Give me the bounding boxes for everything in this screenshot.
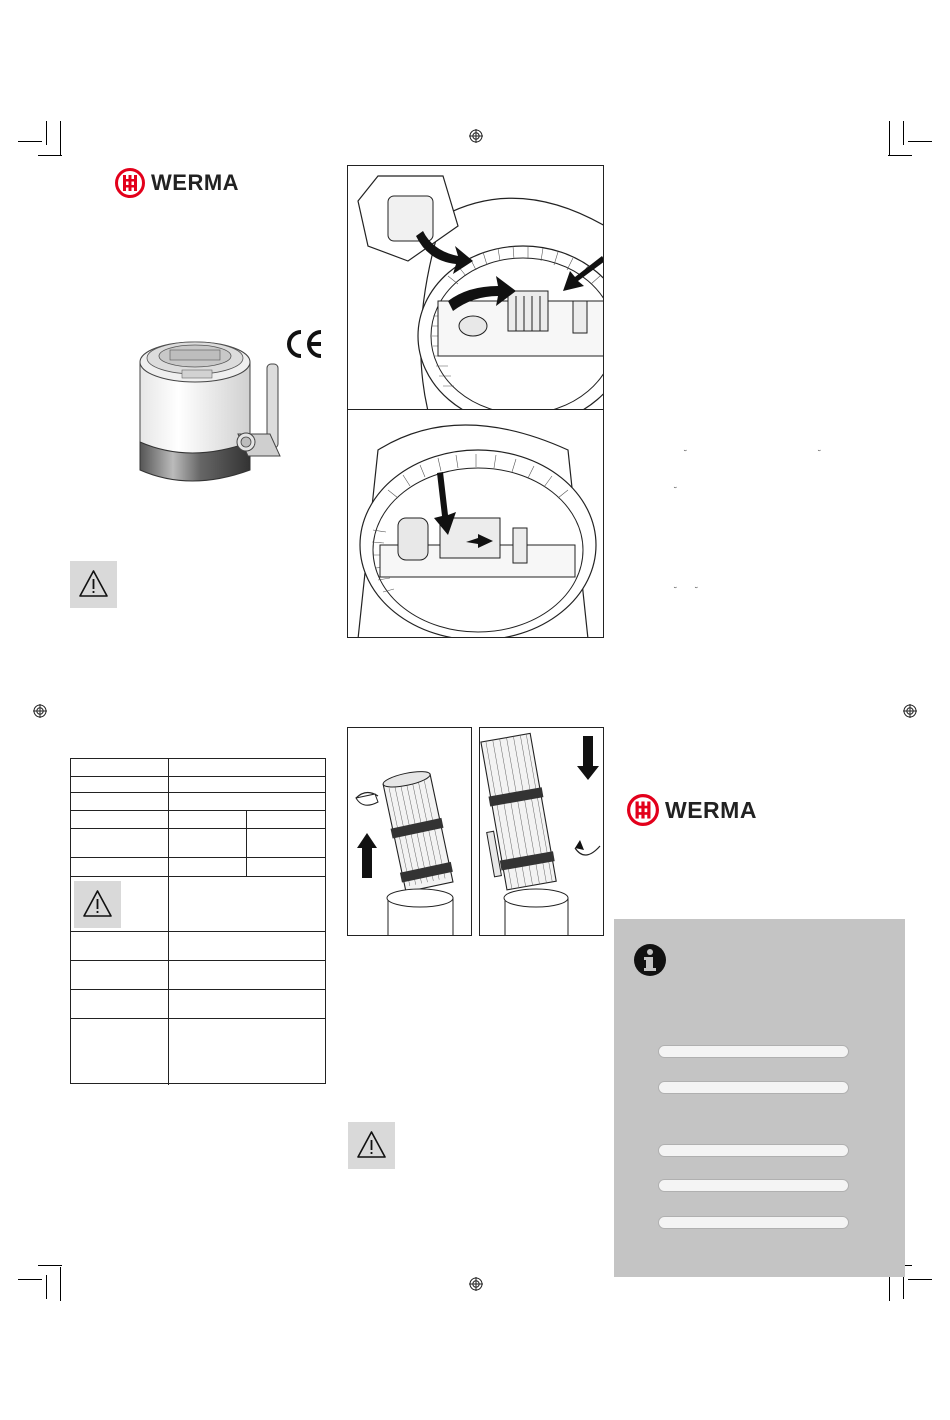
werma-logo <box>115 168 239 198</box>
info-field-1[interactable] <box>658 1045 849 1058</box>
warning-box <box>70 561 117 608</box>
table-warning-box <box>74 881 121 928</box>
figure-module-mount <box>479 727 604 936</box>
werma-emblem-icon <box>627 794 659 826</box>
breve-mark: ˘ <box>683 450 688 460</box>
info-field-3[interactable] <box>658 1144 849 1157</box>
werma-emblem-icon <box>115 168 145 198</box>
registration-mark-icon <box>469 1277 483 1291</box>
info-field-2[interactable] <box>658 1081 849 1094</box>
warning-box <box>348 1122 395 1169</box>
figure-sim-insert <box>347 165 604 410</box>
figure-mount <box>347 727 472 936</box>
warning-triangle-icon <box>348 1122 395 1169</box>
warning-triangle-icon <box>70 561 117 608</box>
info-field-4[interactable] <box>658 1179 849 1192</box>
werma-logo <box>627 794 757 826</box>
breve-mark: ˘ <box>673 487 678 497</box>
info-panel <box>614 919 905 1277</box>
specification-table <box>70 758 326 1084</box>
breve-mark: ˘ <box>673 587 678 597</box>
registration-mark-icon <box>469 129 483 143</box>
info-icon <box>633 943 667 977</box>
info-field-5[interactable] <box>658 1216 849 1229</box>
figure-sim-lock <box>347 409 604 638</box>
registration-mark-icon <box>903 704 917 718</box>
breve-mark: ˘ <box>817 450 822 460</box>
werma-wordmark: WERMA <box>665 796 757 823</box>
warning-triangle-icon <box>74 881 121 928</box>
registration-mark-icon <box>33 704 47 718</box>
werma-wordmark: WERMA <box>151 170 240 195</box>
breve-mark: ˘ <box>694 587 699 597</box>
product-illustration <box>130 330 295 490</box>
